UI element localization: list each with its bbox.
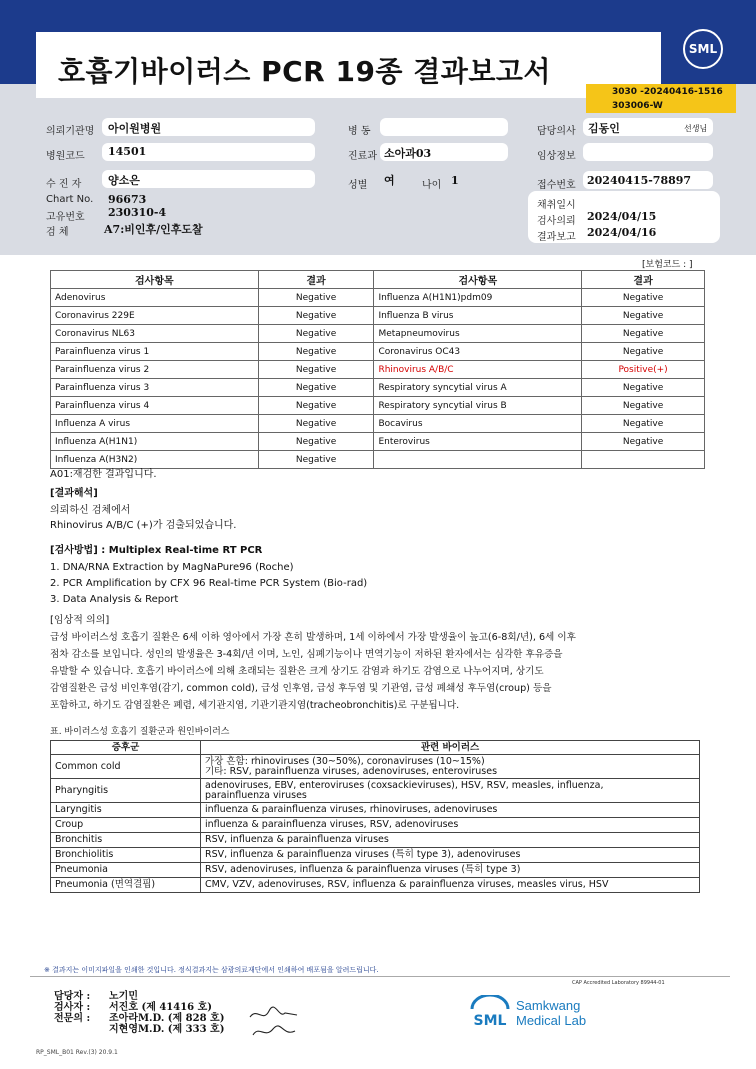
test-result-cell: Negative bbox=[258, 307, 374, 325]
request-label: 검사의뢰 bbox=[537, 216, 576, 227]
test-item-cell bbox=[374, 451, 582, 469]
ward-field bbox=[380, 118, 508, 136]
patient-label: 수 진 자 bbox=[46, 179, 82, 190]
virus-line: 기타: RSV, parainfluenza viruses, adenoviruses, enteroviruses bbox=[205, 765, 498, 777]
test-result-cell: Negative bbox=[258, 397, 374, 415]
test-item-cell: Coronavirus NL63 bbox=[51, 325, 259, 343]
result-row bbox=[51, 343, 705, 361]
code-line-2: 303006-W bbox=[612, 101, 663, 111]
clinical-title: [임상적 의의] bbox=[50, 615, 110, 626]
virus-row bbox=[51, 848, 700, 863]
clinical-line-3: 유발할 수 있습니다. 호흡기 바이러스에 의해 초래되는 질환은 크게 상기도 감염과 하기도 감염으로 나누어지며, 상기도 bbox=[50, 666, 544, 677]
dept-value: 소아과03 bbox=[384, 147, 432, 160]
test-item-cell: Influenza A(H3N2) bbox=[51, 451, 259, 469]
svg-text:SML: SML bbox=[473, 1013, 507, 1029]
viruses-cell bbox=[201, 833, 700, 848]
virus-row bbox=[51, 818, 700, 833]
sig-name-tester: 서진호 (제 41416 호) bbox=[109, 1002, 212, 1013]
result-note: A01:재검한 결과입니다. bbox=[50, 469, 157, 480]
result-row bbox=[51, 361, 705, 379]
clinical-line-2: 점차 감소를 보입니다. 성인의 발생율은 3-4회/년 이며, 노인, 심폐기능이나 면역기능이 저하된 환자에서는 심각한 후유증을 bbox=[50, 649, 563, 660]
lab-name-line-1: Samkwang bbox=[516, 998, 581, 1013]
signature-names bbox=[109, 991, 224, 1035]
clinical-line-1: 급성 바이러스성 호흡기 질환은 6세 이하 영아에서 가장 흔히 발생하며, 1세 이하에서 가장 발생율이 높고(6-8회/년), 6세 이후 bbox=[50, 632, 576, 643]
virus-row bbox=[51, 803, 700, 818]
test-item-cell: Coronavirus 229E bbox=[51, 307, 259, 325]
hospital-label: 의뢰기관명 bbox=[46, 126, 95, 137]
test-item-cell: Adenovirus bbox=[51, 289, 259, 307]
viruses-cell bbox=[201, 863, 700, 878]
virus-line: RSV, adenoviruses, influenza & parainfluenza viruses (특히 type 3) bbox=[205, 864, 521, 875]
test-item-cell: Parainfluenza virus 3 bbox=[51, 379, 259, 397]
test-item-cell: Parainfluenza virus 4 bbox=[51, 397, 259, 415]
virus-line: RSV, influenza & parainfluenza viruses bbox=[205, 834, 389, 845]
virus-line: influenza & parainfluenza viruses, RSV, adenoviruses bbox=[205, 819, 459, 830]
test-result-cell: Negative bbox=[582, 379, 705, 397]
interpretation-line-1: 의뢰하신 검체에서 bbox=[50, 505, 131, 516]
report-value: 2024/04/16 bbox=[587, 226, 657, 239]
test-result-cell: Negative bbox=[582, 325, 705, 343]
test-result-cell: Negative bbox=[582, 415, 705, 433]
test-item-cell: Parainfluenza virus 1 bbox=[51, 343, 259, 361]
test-result-cell: Negative bbox=[582, 289, 705, 307]
syndrome-cell: Laryngitis bbox=[51, 803, 201, 818]
method-title: [검사방법] : Multiplex Real-time RT PCR bbox=[50, 545, 263, 556]
doctor-label: 담당의사 bbox=[537, 126, 576, 137]
sml-logo: SML bbox=[683, 29, 723, 69]
virus-row bbox=[51, 755, 700, 779]
doctor-suffix: 선생님 bbox=[684, 124, 708, 133]
sig-label-tester: 검사자 : bbox=[54, 1002, 91, 1013]
lab-name-line-2: Medical Lab bbox=[516, 1013, 587, 1028]
test-result-cell: Negative bbox=[582, 397, 705, 415]
method-step-3: 3. Data Analysis & Report bbox=[50, 594, 179, 605]
dept-label: 진료과 bbox=[348, 151, 377, 162]
test-item-cell: Coronavirus OC43 bbox=[374, 343, 582, 361]
result-row bbox=[51, 415, 705, 433]
report-label: 결과보고 bbox=[537, 232, 576, 243]
results-table bbox=[50, 270, 705, 469]
sig-name-specialist-1: 조아라M.D. (제 828 호) bbox=[109, 1013, 225, 1024]
test-result-cell: Negative bbox=[258, 343, 374, 361]
col-header-item-1: 검사항목 bbox=[51, 271, 259, 289]
col-header-viruses: 관련 바이러스 bbox=[201, 741, 700, 755]
lab-name bbox=[516, 998, 586, 1028]
virus-line: parainfluenza viruses bbox=[205, 789, 307, 801]
test-item-cell: Respiratory syncytial virus B bbox=[374, 397, 582, 415]
doctor-value: 김동인 bbox=[588, 122, 620, 135]
test-item-cell: Influenza A(H1N1) bbox=[51, 433, 259, 451]
virus-row bbox=[51, 779, 700, 803]
test-item-cell: Enterovirus bbox=[374, 433, 582, 451]
virus-line: adenoviruses, EBV, enteroviruses (coxsackieviruses), HSV, RSV, measles, influenza, bbox=[205, 779, 604, 791]
syndrome-cell: Croup bbox=[51, 818, 201, 833]
clinical-line-5: 포함하고, 하기도 감염질환은 폐렴, 세기관지염, 기관기관지염(tracheobronchitis)로 구분됩니다. bbox=[50, 700, 460, 711]
request-value: 2024/04/15 bbox=[587, 210, 657, 223]
collect-label: 채취일시 bbox=[537, 200, 576, 211]
clinical-info-field bbox=[583, 143, 713, 161]
virus-row bbox=[51, 863, 700, 878]
syndrome-cell: Bronchitis bbox=[51, 833, 201, 848]
signature-labels bbox=[54, 991, 90, 1024]
age-value: 1 bbox=[451, 174, 459, 187]
virus-line: influenza & parainfluenza viruses, rhinoviruses, adenoviruses bbox=[205, 804, 498, 815]
sex-label: 성별 bbox=[348, 180, 368, 191]
hospital-code-label: 병원코드 bbox=[46, 151, 85, 162]
specimen-value: A7:비인후/인후도찰 bbox=[104, 223, 203, 236]
viruses-cell bbox=[201, 755, 700, 779]
receipt-label: 접수번호 bbox=[537, 180, 576, 191]
sig-label-specialist: 전문의 : bbox=[54, 1013, 91, 1024]
viruses-cell bbox=[201, 848, 700, 863]
age-label: 나이 bbox=[422, 180, 442, 191]
test-result-cell: Negative bbox=[258, 325, 374, 343]
virus-row bbox=[51, 833, 700, 848]
form-code: RP_SML_B01 Rev.(3) 20.9.1 bbox=[36, 1049, 118, 1056]
clinical-line-4: 감염질환은 급성 비인후염(감기, common cold), 급성 인후염, 급성 후두염 및 기관염, 급성 폐쇄성 후두염(croup) 등을 bbox=[50, 683, 552, 694]
test-result-cell: Positive(+) bbox=[582, 361, 705, 379]
interpretation-title: [결과해석] bbox=[50, 488, 98, 499]
test-item-cell: Bocavirus bbox=[374, 415, 582, 433]
sml-footer-logo bbox=[468, 995, 512, 1029]
specimen-label: 검 체 bbox=[46, 227, 69, 238]
code-line-1: 3030 -20240416-1516 bbox=[612, 87, 723, 97]
chart-value: 96673 bbox=[108, 193, 147, 206]
test-result-cell: Negative bbox=[258, 451, 374, 469]
result-row bbox=[51, 325, 705, 343]
cap-accreditation: CAP Accredited Laboratory 89944-01 bbox=[572, 980, 665, 986]
syndrome-cell: Bronchiolitis bbox=[51, 848, 201, 863]
clinical-info-label: 임상정보 bbox=[537, 151, 576, 162]
result-row bbox=[51, 397, 705, 415]
syndrome-cell: Common cold bbox=[51, 755, 201, 779]
test-result-cell: Negative bbox=[582, 433, 705, 451]
test-result-cell: Negative bbox=[582, 343, 705, 361]
test-item-cell: Influenza A(H1N1)pdm09 bbox=[374, 289, 582, 307]
virus-line: RSV, influenza & parainfluenza viruses (특히 type 3), adenoviruses bbox=[205, 849, 521, 860]
syndrome-cell: Pharyngitis bbox=[51, 779, 201, 803]
interpretation-line-2: Rhinovirus A/B/C (+)가 검출되었습니다. bbox=[50, 520, 237, 531]
syndrome-cell: Pneumonia bbox=[51, 863, 201, 878]
receipt-value: 20240415-78897 bbox=[587, 174, 692, 187]
test-result-cell: Negative bbox=[258, 379, 374, 397]
test-result-cell: Negative bbox=[258, 433, 374, 451]
viruses-cell bbox=[201, 878, 700, 893]
method-step-2: 2. PCR Amplification by CFX 96 Real-time PCR System (Bio-rad) bbox=[50, 578, 368, 589]
method-step-1: 1. DNA/RNA Extraction by MagNaPure96 (Roche) bbox=[50, 562, 294, 573]
footer-divider bbox=[30, 976, 730, 977]
test-item-cell: Parainfluenza virus 2 bbox=[51, 361, 259, 379]
test-item-cell: Influenza A virus bbox=[51, 415, 259, 433]
patient-value: 양소은 bbox=[108, 174, 140, 187]
result-row bbox=[51, 307, 705, 325]
test-item-cell: Respiratory syncytial virus A bbox=[374, 379, 582, 397]
test-item-cell: Influenza B virus bbox=[374, 307, 582, 325]
insurance-code: [보험코드 : ] bbox=[642, 260, 693, 270]
col-header-syndrome: 증후군 bbox=[51, 741, 201, 755]
virus-table-caption: 표. 바이러스성 호흡기 질환군과 원인바이러스 bbox=[50, 727, 230, 737]
virus-row bbox=[51, 878, 700, 893]
test-result-cell: Negative bbox=[582, 307, 705, 325]
report-title: 호흡기바이러스 PCR 19종 결과보고서 bbox=[58, 55, 551, 88]
virus-line: 가장 흔함: rhinoviruses (30~50%), coronaviruses (10~15%) bbox=[205, 755, 485, 767]
result-row bbox=[51, 433, 705, 451]
viruses-cell bbox=[201, 779, 700, 803]
sig-name-specialist-2: 지현영M.D. (제 333 호) bbox=[109, 1024, 225, 1035]
col-header-result-1: 결과 bbox=[258, 271, 374, 289]
test-result-cell: Negative bbox=[258, 415, 374, 433]
sex-value: 여 bbox=[384, 174, 395, 187]
virus-line: CMV, VZV, adenoviruses, RSV, influenza & parainfluenza viruses, measles virus, HSV bbox=[205, 879, 609, 890]
result-row bbox=[51, 451, 705, 469]
test-result-cell: Negative bbox=[258, 289, 374, 307]
result-row bbox=[51, 379, 705, 397]
sig-name-manager: 노기민 bbox=[109, 991, 138, 1002]
unique-label: 고유번호 bbox=[46, 212, 85, 223]
viruses-cell bbox=[201, 818, 700, 833]
hospital-code-value: 14501 bbox=[108, 145, 147, 158]
test-result-cell bbox=[582, 451, 705, 469]
viruses-cell bbox=[201, 803, 700, 818]
report-code-tag bbox=[586, 84, 736, 113]
footer-notice: ※ 결과지는 이미지파일을 인쇄한 것입니다. 정식결과지는 삼광의료재단에서 인쇄하여 배포됨을 알려드립니다. bbox=[44, 966, 379, 974]
unique-value: 230310-4 bbox=[108, 206, 167, 219]
chart-label: Chart No. bbox=[46, 194, 94, 205]
result-row bbox=[51, 289, 705, 307]
test-result-cell: Negative bbox=[258, 361, 374, 379]
test-item-cell: Metapneumovirus bbox=[374, 325, 582, 343]
col-header-result-2: 결과 bbox=[582, 271, 705, 289]
ward-label: 병 동 bbox=[348, 126, 371, 137]
test-item-cell: Rhinovirus A/B/C bbox=[374, 361, 582, 379]
syndrome-cell: Pneumonia (면역결핍) bbox=[51, 878, 201, 893]
virus-table bbox=[50, 740, 700, 893]
hospital-value: 아이원병원 bbox=[108, 122, 162, 135]
sig-label-manager: 담당자 : bbox=[54, 991, 91, 1002]
col-header-item-2: 검사항목 bbox=[374, 271, 582, 289]
handwritten-signatures bbox=[245, 1003, 305, 1041]
